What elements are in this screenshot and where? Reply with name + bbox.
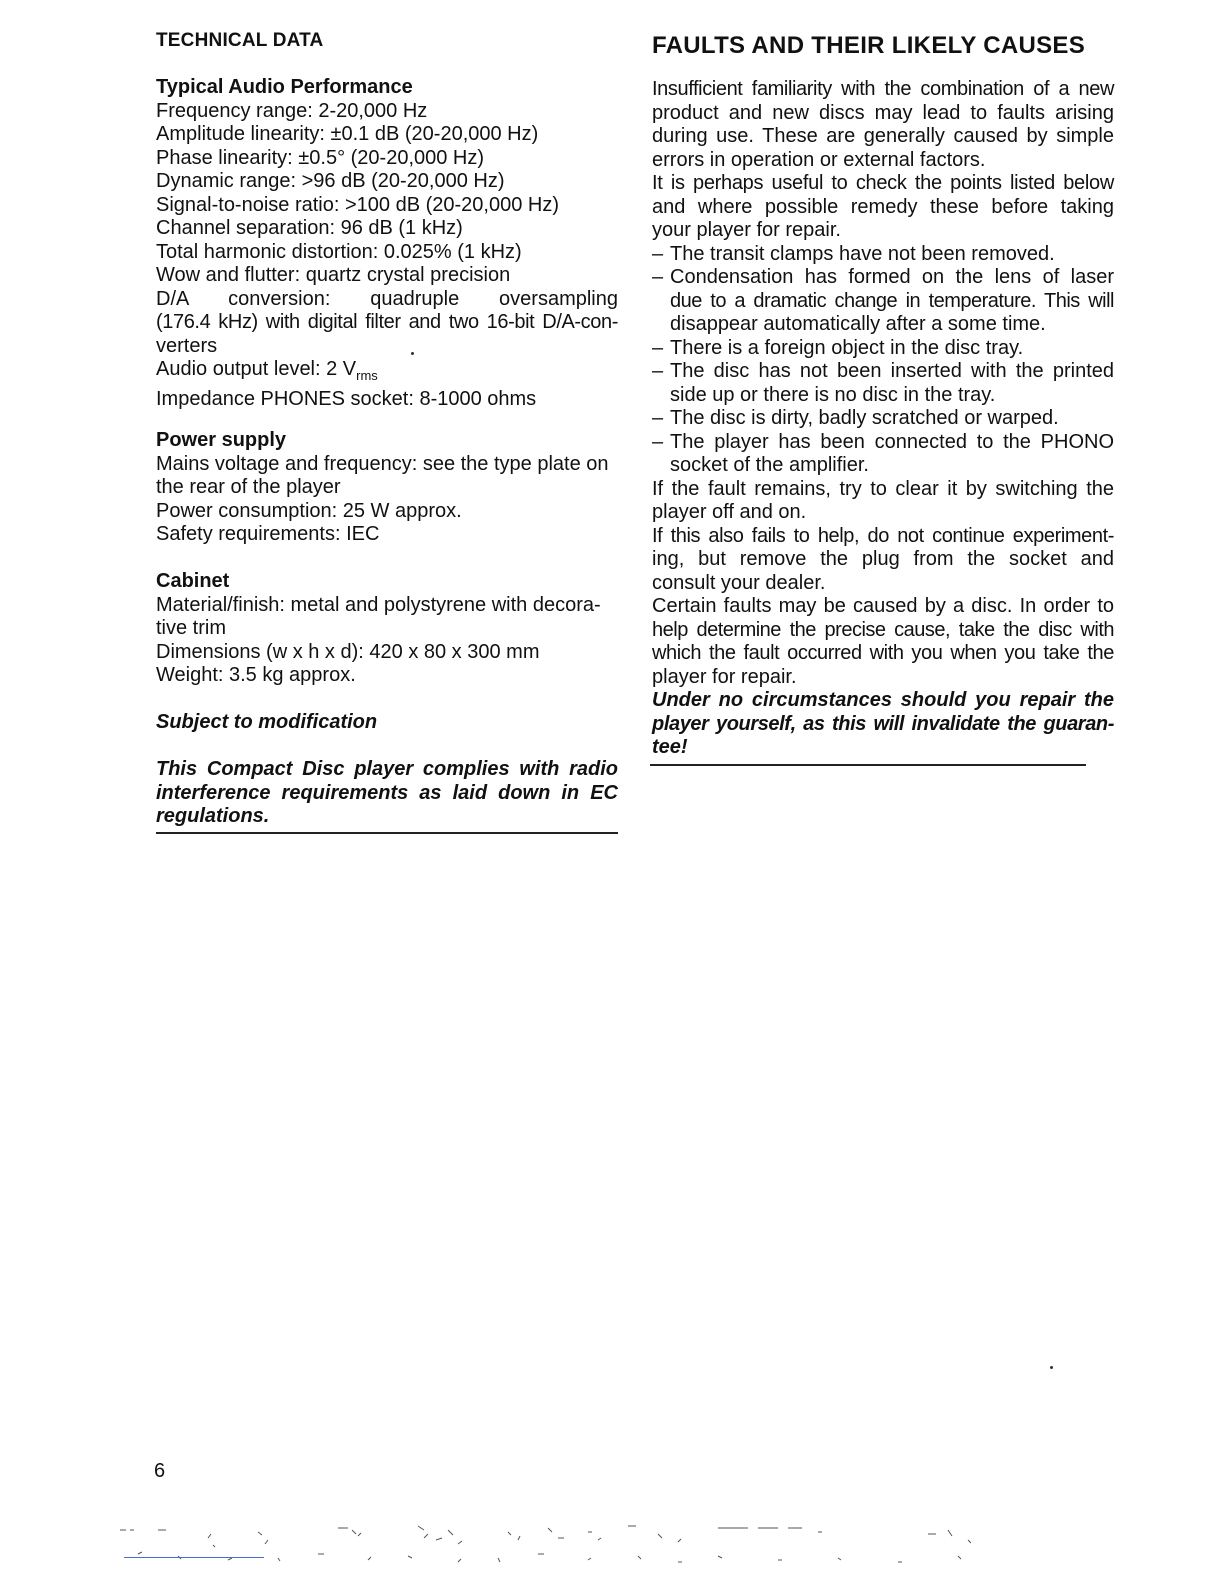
cause-list-item [652, 431, 1114, 478]
cabinet-section [156, 570, 618, 688]
spec-line: Power consumption: 25 W approx. [156, 499, 462, 522]
dash-marker: – [652, 336, 664, 359]
modification-text: Subject to modification [156, 711, 378, 733]
compliance-line: This Compact Disc player complies with radio [156, 758, 618, 780]
spec-line: Wow and flutter: quartz crystal precision [156, 264, 511, 286]
stray-dot [411, 352, 414, 355]
audio-output-text: Audio output level: 2 V [156, 358, 357, 380]
spec-line: Phase linearity: ±0.5° (20-20,000 Hz) [156, 146, 485, 169]
cause-line: The transit clamps have not been removed. [670, 242, 1055, 265]
section-end-rule [650, 764, 1086, 766]
spec-line: D/A conversion: quadruple oversampling [156, 287, 618, 310]
audio-performance-section [156, 76, 618, 411]
cabinet-heading: Cabinet [156, 570, 230, 592]
spec-line: Signal-to-noise ratio: >100 dB (20-20,000 Hz) [156, 193, 560, 216]
cause-list-item [652, 360, 1114, 407]
spec-line: Dynamic range: >96 dB (20-20,000 Hz) [156, 170, 505, 192]
dash-marker: – [652, 407, 664, 429]
fails-line: ing, but remove the plug from the socket and [652, 548, 1114, 570]
faults-body [652, 78, 1114, 760]
fails-line: consult your dealer. [652, 571, 826, 594]
section-end-rule [156, 832, 618, 834]
cause-line: The player has been connected to the PHONO [670, 430, 1114, 453]
intro-line: Insufficient familiarity with the combination of a new [652, 78, 1114, 100]
check-line: your player for repair. [652, 219, 841, 241]
spec-line: Mains voltage and frequency: see the type plate on [156, 452, 609, 475]
audio-performance-heading: Typical Audio Performance [156, 76, 413, 98]
check-line: and where possible remedy these before taking [652, 195, 1114, 218]
disc-fault-line: which the fault occurred with you when you take the [652, 642, 1114, 664]
rms-subscript: rms [356, 368, 378, 383]
disc-fault-line: player for repair. [652, 665, 797, 688]
dash-marker: – [652, 430, 664, 453]
dash-marker: – [652, 266, 664, 288]
spec-line: Dimensions (w x h x d): 420 x 80 x 300 mm [156, 640, 540, 663]
cause-line: Condensation has formed on the lens of laser [670, 266, 1114, 288]
page-number: 6 [154, 1460, 166, 1482]
spec-line: Channel separation: 96 dB (1 kHz) [156, 217, 463, 239]
intro-line: product and new discs may lead to faults arising [652, 101, 1114, 124]
warning-line: player yourself, as this will invalidate the guaran- [652, 712, 1114, 735]
fails-line: If this also fails to help, do not continue experiment- [652, 524, 1114, 547]
cause-list-item [652, 407, 1114, 431]
check-line: It is perhaps useful to check the points listed below [652, 172, 1114, 194]
power-supply-section [156, 429, 618, 547]
scan-noise [118, 1520, 998, 1570]
cause-line: due to a dramatic change in temperature. This will [670, 289, 1114, 312]
cause-line: disappear automatically after a some time. [670, 313, 1046, 335]
spec-line: the rear of the player [156, 476, 341, 498]
intro-line: errors in operation or external factors. [652, 148, 986, 171]
warning-line: tee! [652, 736, 688, 758]
spec-line: Amplitude linearity: ±0.1 dB (20-20,000 Hz) [156, 123, 539, 145]
remains-line: player off and on. [652, 501, 807, 523]
cause-list-item [652, 266, 1114, 337]
spec-line: (176.4 kHz) with digital filter and two 16-bit D/A-con- [156, 311, 618, 333]
compliance-note [156, 758, 618, 829]
warning-line: Under no circumstances should you repair the [652, 689, 1114, 711]
spec-line: Impedance PHONES socket: 8-1000 ohms [156, 387, 537, 410]
compliance-line: interference requirements as laid down in EC [156, 781, 618, 804]
spec-line: tive trim [156, 617, 226, 639]
spec-line: Total harmonic distortion: 0.025% (1 kHz) [156, 240, 522, 263]
cause-line: There is a foreign object in the disc tray. [670, 336, 1024, 359]
cause-line: side up or there is no disc in the tray. [670, 383, 996, 406]
cause-line: The disc is dirty, badly scratched or warped. [670, 407, 1059, 429]
remains-line: If the fault remains, try to clear it by switching the [652, 477, 1114, 500]
spec-line: Material/finish: metal and polystyrene with decora- [156, 593, 601, 616]
cause-line: The disc has not been inserted with the printed [670, 360, 1114, 382]
cause-list-item [652, 337, 1114, 361]
compliance-line: regulations. [156, 805, 270, 827]
spec-line: Frequency range: 2-20,000 Hz [156, 99, 428, 122]
spec-line: verters [156, 334, 218, 357]
dash-marker: – [652, 360, 664, 382]
disc-fault-line: help determine the precise cause, take the disc with [652, 618, 1114, 641]
disc-fault-line: Certain faults may be caused by a disc. In order to [652, 595, 1114, 617]
cause-list-item [652, 243, 1114, 267]
dash-marker: – [652, 242, 664, 265]
spec-line: Weight: 3.5 kg approx. [156, 664, 356, 686]
bottom-blue-rule [124, 1557, 264, 1558]
spec-line: Safety requirements: IEC [156, 523, 380, 545]
faults-title: FAULTS AND THEIR LIKELY CAUSES [652, 32, 1086, 59]
stray-dot [1050, 1366, 1053, 1369]
modification-note [156, 711, 618, 735]
power-supply-heading: Power supply [156, 429, 287, 451]
cause-line: socket of the amplifier. [670, 454, 869, 476]
technical-data-title: TECHNICAL DATA [156, 30, 324, 51]
intro-line: during use. These are generally caused by simple [652, 125, 1114, 147]
audio-output-line [156, 358, 618, 388]
